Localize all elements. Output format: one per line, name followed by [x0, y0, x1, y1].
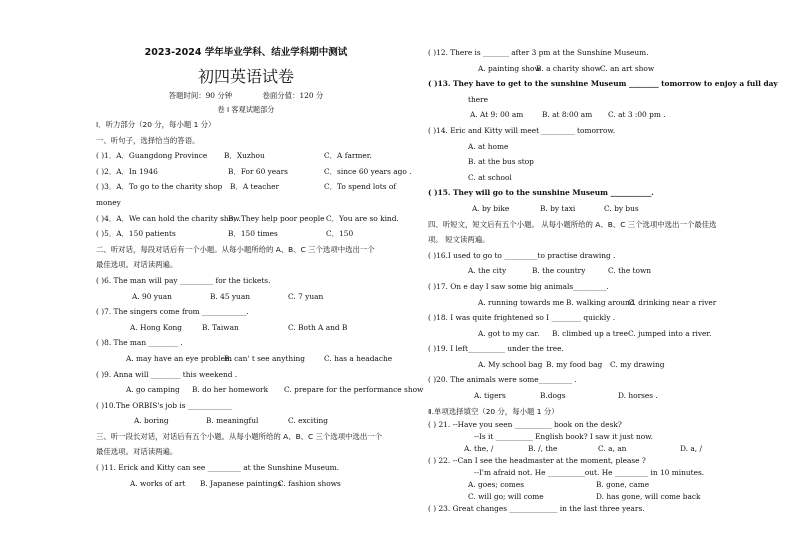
question-20: ( )20. The animals were some_________ . [428, 375, 577, 385]
volume-heading: 卷 I 客观试题部分 [217, 105, 275, 114]
question-13: ( )13. They have to get to the sunshine Museum ________ tomorrow to enjoy a full day [428, 79, 778, 89]
question-6: ( )6. The man will pay _________ for the tickets. [96, 275, 271, 285]
section4-heading: 四、听短文，短文后有五个小题。 从每小题所给的 A、B、C 三个选项中选出一个最佳选 项。 短文读两遍。 [428, 219, 717, 245]
question-9: ( )9. Anna will ________ this weekend . [96, 369, 238, 379]
question-5: ( )5．A．150 patients B．150 times C．150 [96, 229, 354, 239]
question-16-options: A. the city B. the country C. the town [468, 266, 652, 276]
left-column [96, 0, 424, 491]
exam-title: 2023-2024 学年毕业学科、结业学科期中测试 [144, 47, 348, 58]
question-22-options-ab: A. goes; comes B. gone, came [468, 480, 650, 490]
question-13-options: A. At 9: 00 am B. at 8:00 am C. at 3 :00 pm . [470, 110, 666, 120]
question-23: ( ) 23. Great changes _____________ in the last three years. [428, 504, 645, 514]
question-6-options: A. 90 yuan B. 45 yuan C. 7 yuan [132, 291, 324, 301]
question-1: ( )1．A．Guangdong Province B．Xuzhou C．A farmer. [96, 151, 372, 161]
question-15: ( )15. They will go to the sunshine Museum ___________. [428, 188, 654, 198]
question-8: ( )8. The man ________ . [96, 338, 183, 348]
total-score: 卷面分值：120 分 [262, 91, 324, 100]
question-22: ( ) 22. --Can I see the headmaster at the moment, please ? [428, 456, 646, 466]
part1-heading: Ⅰ．听力部分（20 分，每小题 1 分） [96, 120, 216, 129]
question-12: ( )12. There is _______ after 3 pm at the Sunshine Museum. [428, 48, 649, 57]
section1-heading: 一、听句子，选择恰当的答语。 [96, 135, 200, 145]
question-15-options: A. by bike B. by taxi C. by bus [472, 203, 639, 213]
question-14-option-c: C. at school [468, 172, 512, 182]
question-11-options: A. works of art B. Japanese paintings C. fashion shows [130, 478, 341, 488]
question-18: ( )18. I was quite frightened so I ________ quickly . [428, 313, 616, 323]
question-21-options: A. the, / B. /, the C. a, an D. a, / [464, 444, 702, 454]
question-13-continued: there [468, 94, 489, 104]
question-14: ( )14. Eric and Kitty will meet _________ tomorrow. [428, 125, 616, 135]
question-10: ( )10.The ORBIS's job is ____________ [96, 400, 233, 410]
question-7: ( )7. The singers come from ____________. [96, 307, 249, 317]
question-9-options: A. go camping B. do her homework C. prepare for the performance show [126, 385, 424, 395]
question-14-option-a: A. at home [468, 141, 509, 151]
exam-subtitle: 初四英语试卷 [197, 67, 294, 86]
question-18-options: A. got to my car. B. climbed up a tree C. jumped into a river. [478, 328, 712, 338]
question-16: ( )16.I used to go to _________to practise drawing . [428, 250, 616, 260]
question-3-continued: money [96, 197, 121, 207]
question-8-options: A. may have an eye problem B. can' t see anything C. has a headache [126, 353, 393, 363]
question-11: ( )11. Erick and Kitty can see _________ at the Sunshine Museum. [96, 463, 339, 473]
section2-heading: 二、听对话，每段对话后有一个小题。从每小题所给的 A、B、C 三个选项中选出一个 最佳选项。对话读两遍。 [96, 244, 375, 270]
question-7-options: A. Hong Kong B. Taiwan C. Both A and B [130, 322, 348, 332]
question-19: ( )19. I left__________ under the tree. [428, 344, 564, 354]
question-21: ( ) 21. --Have you seen __________ book on the desk? [428, 420, 622, 430]
part2-heading: Ⅱ.单项选择填空（20 分，每小题 1 分） [428, 406, 559, 416]
question-19-options: A. My school bag B. my food bag C. my drawing [478, 359, 665, 369]
section3-heading: 三、听一段长对话，对话后有五个小题。从每小题所给的 A、B、C 三个选项中选出一个 最佳选项。对话读两遍。 [96, 431, 383, 457]
question-14-option-b: B. at the bus stop [468, 157, 534, 167]
question-3: ( )3．A．To go to the charity shop B．A teacher C．To spend lots of [96, 182, 397, 192]
question-2: ( )2．A．In 1946 B．For 60 years C．since 60 years ago . [96, 166, 412, 176]
answer-time: 答题时间：90 分钟 [168, 91, 233, 100]
question-17: ( )17. On e day I saw some big animals_________. [428, 281, 609, 291]
question-17-options: A. running towards me B. walking around C. drinking near a river [478, 297, 717, 307]
exam-meta [96, 88, 396, 103]
question-20-options: A. tigers B.dogs D. horses . [474, 391, 658, 401]
question-21-continued: --Is it __________ English book? I saw it just now. [474, 432, 653, 442]
question-22-options-cd: C. will go; will come D. has gone, will come back [468, 492, 701, 502]
right-column [428, 45, 778, 515]
question-4: ( )4．A．We can hold the charity show. B．They help poor people C．You are so kind. [96, 213, 399, 223]
question-22-continued: --I'm afraid not. He __________out. He _________ in 10 minutes. [474, 468, 705, 478]
question-10-options: A. boring B. meaningful C. exciting [134, 416, 328, 426]
question-12-options: A. painting show B. a charity show C. an art show [478, 63, 655, 73]
